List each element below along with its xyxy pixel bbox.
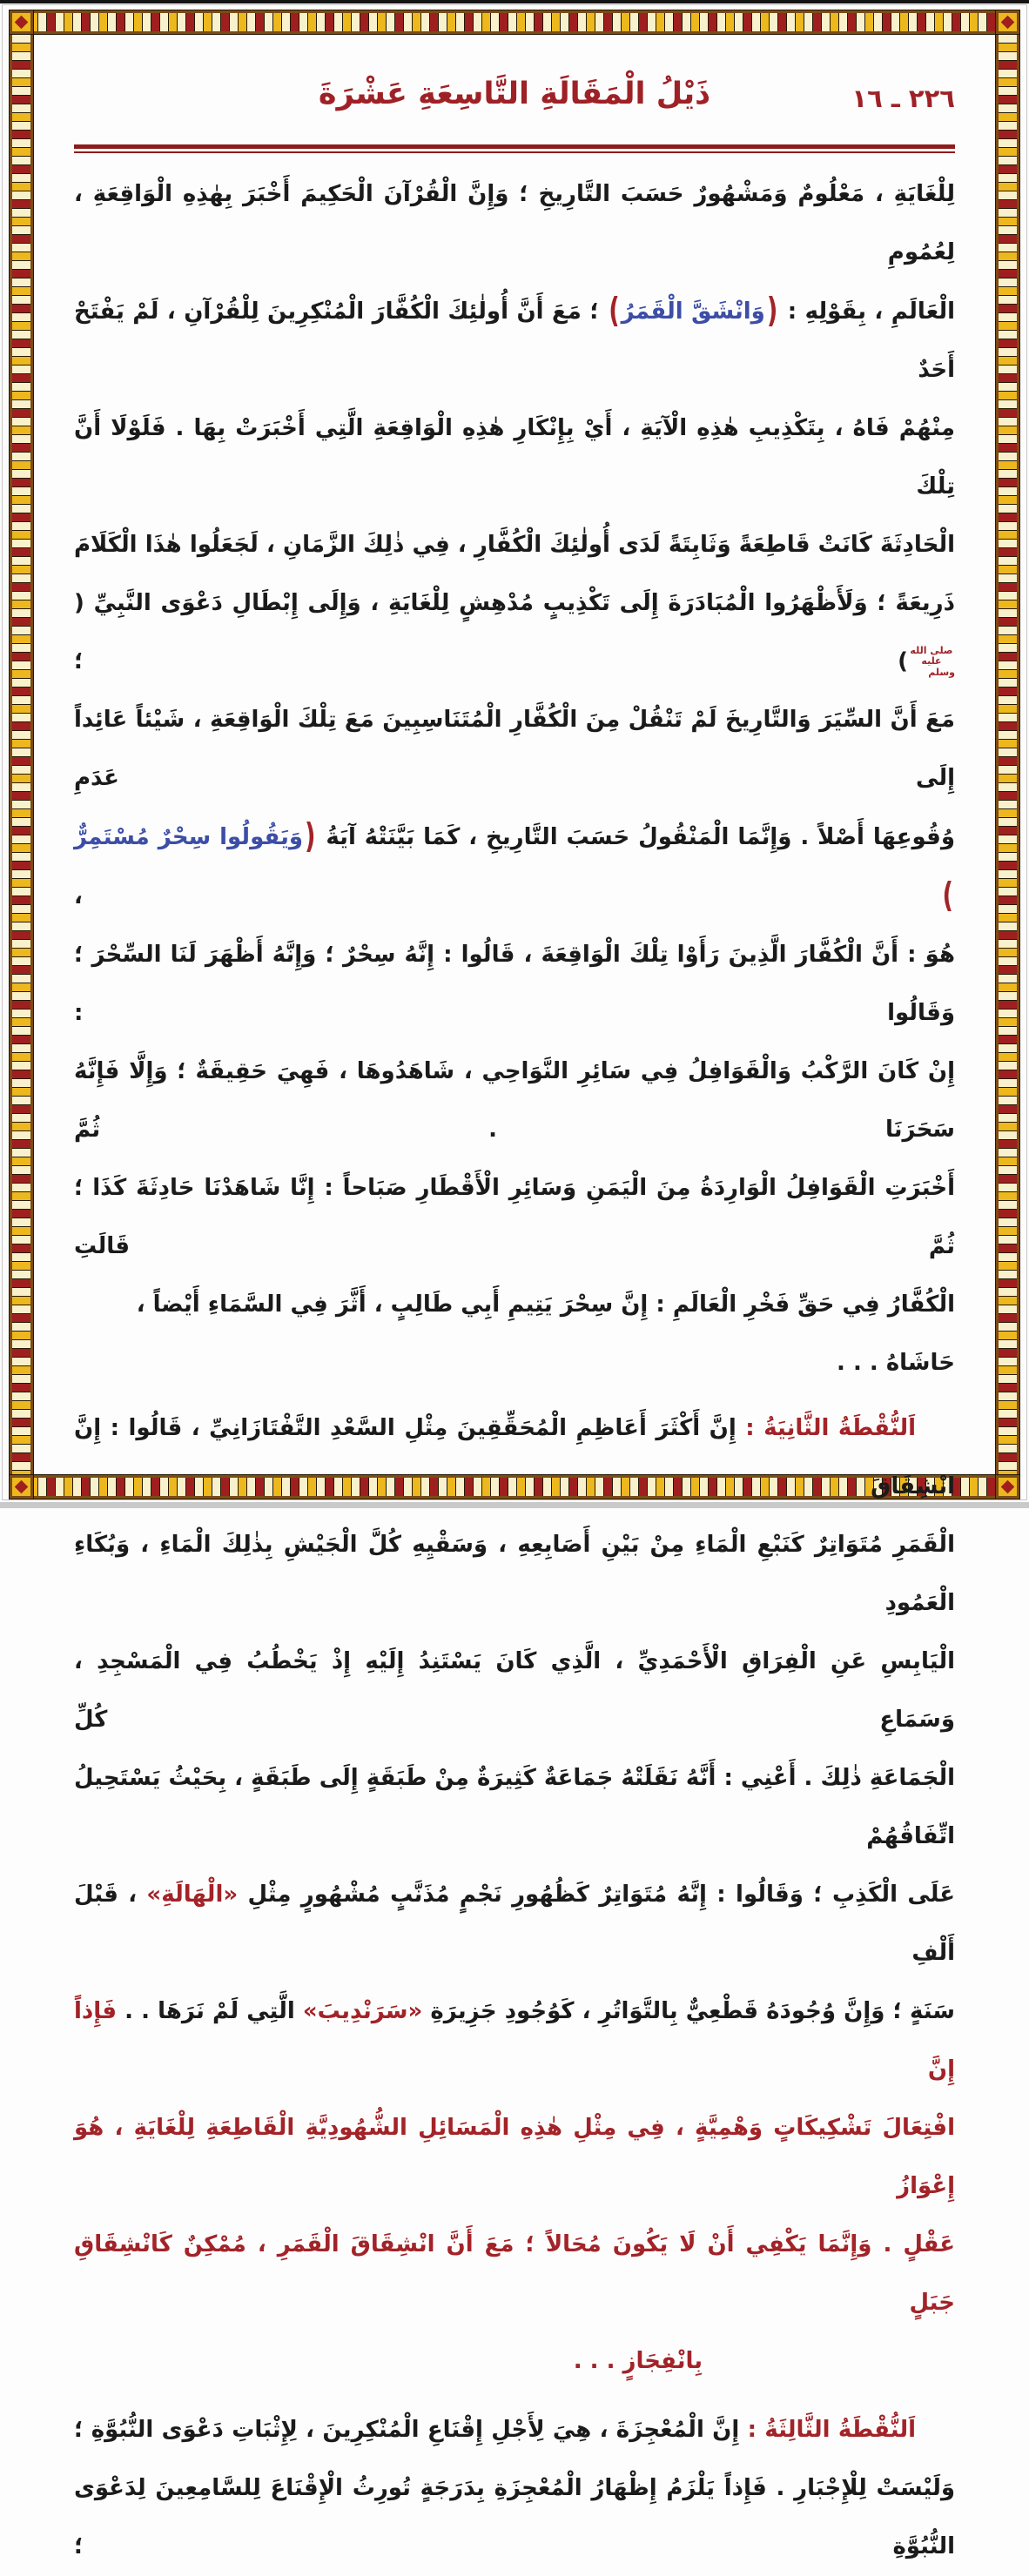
text-line: [74, 1043, 955, 1159]
border-corner-ornament: [10, 10, 33, 34]
text-line: [74, 516, 955, 574]
body-text-segment: الْيَابِسِ عَنِ الْفِرَاقِ الْأَحْمَدِيِّ ، الَّذِي كَانَ يَسْتَنِدُ إِلَيْهِ إِذْ يَخْطُبُ فِي الْمَسْجِدِ ، وَسَمَاعِ كُلِّ: [74, 1648, 955, 1733]
text-line: [74, 574, 955, 691]
quran-quote-text: وَانْشَقَّ الْقَمَرُ: [621, 299, 765, 325]
red-emphasis-text: عَقْلٍ . وَإِنَّمَا يَكْفِي أَنْ لَا يَكُونَ مُحَالاً ؛ مَعَ أَنَّ انْشِقَاقَ الْقَمَرِ ، مُمْكِنٌ كَانْشِقَاقِ جَبَلٍ: [74, 2231, 955, 2316]
body-text-segment: ذَرِيعَةً ؛ وَلَأَظْهَرُوا الْمُبَادَرَةَ إِلَى تَكْذِيبٍ مُدْهِشٍ لِلْغَايَةِ ، وَإِلَى إِبْطَالِ دَعْوَى النَّبِيِّ: [84, 590, 955, 616]
red-emphasis-text: «سَرَنْدِيبَ»: [302, 1998, 423, 2024]
page-content: [37, 38, 992, 2559]
ornamental-border-top: [10, 10, 1019, 34]
body-text-segment: ،: [74, 883, 941, 909]
text-line: [74, 2401, 955, 2459]
header-divider: [74, 144, 955, 153]
text-line: [74, 808, 955, 926]
page-header: [74, 77, 955, 132]
divider-thin-line: [74, 151, 955, 153]
text-line: [74, 2332, 955, 2391]
body-text-segment: عَلَى الْكَذِبِ ؛ وَقَالُوا : إِنَّهُ مُتَوَاتِرٌ كَظُهُورِ نَجْمٍ مُذَنَّبٍ مُشْهُورٍ مِثْلِ: [238, 1882, 956, 1908]
body-text-segment: الْحَادِثَةَ كَانَتْ قَاطِعَةً وَثَابِتَةً لَدَى أُولٰئِكَ الْكُفَّارِ ، فِي ذٰلِكَ الزَّمَانِ ، لَجَعَلُوا هٰذَا الْكَلَامَ: [74, 532, 955, 558]
text-line: [74, 399, 955, 516]
body-text-segment: الْقَمَرِ مُتَوَاتِرٌ كَنَبْعِ الْمَاءِ مِنْ بَيْنِ أَصَابِعِهِ ، وَسَقْيِهِ كُلَّ الْجَيْشِ بِذٰلِكَ الْمَاءِ ، وَبُكَاءِ الْعَمُودِ: [74, 1532, 955, 1616]
body-text-segment: الَّتِي لَمْ نَرَهَا . .: [117, 1998, 303, 2024]
page-number: ٢٢٦ ـ ١٦: [851, 84, 955, 113]
text-line: [74, 691, 955, 808]
body-text-segment: ) ؛: [74, 648, 908, 674]
body-text-segment: ؛ مَعَ أَنَّ أُولٰئِكَ الْكُفَّارَ الْمُنْكِرِينَ لِلْقُرْآنِ ، لَمْ يَفْتَحْ أَحَدٌ: [74, 299, 955, 383]
text-line: [74, 1159, 955, 1276]
page-title: ذَيْلُ الْمَقَالَةِ التَّاسِعَةِ عَشْرَةَ: [318, 77, 711, 111]
red-emphasis-text: افْتِعَالَ تَشْكِيكَاتٍ وَهْمِيَّةٍ ، فِي مِثْلِ هٰذِهِ الْمَسَائِلِ الشُّهُودِيَّةِ الْقَاطِعَةِ لِلْغَايَةِ ، هُوَ إِعْوَازُ: [74, 2115, 955, 2199]
text-line: [74, 926, 955, 1043]
red-emphasis-text: اَلنُّقْطَةُ الثَّانِيَةُ :: [736, 1415, 917, 1441]
quran-bracket: (: [305, 817, 316, 856]
red-emphasis-text: فَإِذاً إِنَّ: [74, 1998, 955, 2083]
body-text-segment: هُوَ : أَنَّ الْكُفَّارَ الَّذِينَ رَأَوْا تِلْكَ الْوَاقِعَةَ ، قَالُوا : إِنَّهُ سِحْرٌ ؛ وَإِنَّهُ أَظْهَرَ لَنَا السِّحْرَ ؛ وَقَالُوا :: [74, 942, 955, 1026]
text-line: [74, 165, 955, 282]
top-edge-strip: [0, 0, 1029, 3]
text-line: [74, 2216, 955, 2332]
body-text-segment: مَعَ أَنَّ السِّيَرَ وَالتَّارِيخَ لَمْ تَنْقُلْ مِنَ الْكُفَّارِ الْمُتَنَاسِبِينَ مَعَ تِلْكَ الْوَاقِعَةِ ، شَيْئاً عَائِداً إِلَى عَدَمِ: [74, 707, 955, 791]
text-line: [74, 1516, 955, 1633]
body-text-segment: مِنْهُمْ فَاهُ ، بِتَكْذِيبِ هٰذِهِ الْآيَةِ ، أَيْ بِإِنْكَارِ هٰذِهِ الْوَاقِعَةِ الَّتِي أَخْبَرَتْ بِهَا . فَلَوْلَا أَنَّ تِلْكَ: [74, 415, 955, 500]
quran-quote-text: وَيَقُولُوا سِحْرٌ مُسْتَمِرٌّ: [74, 824, 304, 850]
text-line: [74, 2459, 955, 2576]
text-line: [74, 1749, 955, 1866]
body-text: [74, 165, 955, 2576]
text-line: [74, 2099, 955, 2216]
text-line: [74, 1633, 955, 1749]
quran-bracket: ): [942, 876, 953, 916]
red-emphasis-text: بِانْفِجَازٍ . . .: [573, 2348, 703, 2374]
body-text-segment: لِلْغَايَةِ ، مَعْلُومٌ وَمَشْهُورٌ حَسَبَ التَّارِيخِ ؛ وَإِنَّ الْقُرْآنَ الْحَكِيمَ أَخْبَرَ بِهٰذِهِ الْوَاقِعَةِ ، لِعُمُومِ: [74, 181, 955, 265]
ornamental-border-left: [10, 10, 33, 1499]
ornamental-border-right: [996, 10, 1019, 1499]
body-text-segment: أَخْبَرَتِ الْقَوَافِلُ الْوَارِدَةُ مِنَ الْيَمَنِ وَسَائِرِ الْأَقْطَارِ صَبَاحاً : إِنَّا شَاهَدْنَا حَادِثَةَ كَذَا ؛ ثُمَّ قَالَتِ: [74, 1175, 955, 1259]
body-text-segment: وَلَيْسَتْ لِلْإِجْبَارِ . فَإِذاً يَلْزَمُ إِظْهَارُ الْمُعْجِزَةِ بِدَرَجَةٍ تُورِثُ الْإِقْنَاعَ لِلسَّامِعِينَ لِدَعْوَى النُّبُوَّةِ ؛: [74, 2475, 955, 2559]
body-text-segment: إِنْ كَانَ الرَّكْبُ وَالْقَوَافِلُ فِي سَائِرِ النَّوَاحِي ، شَاهَدُوهَا ، فَهِيَ حَقِيقَةٌ ؛ وَإِلَّا فَإِنَّهُ سَحَرَنَا . ثُمَّ: [74, 1058, 955, 1143]
red-emphasis-text: اَلنُّقْطَةُ الثَّالِثَةُ :: [739, 2417, 916, 2443]
body-text-segment: الْعَالَمِ ، بِقَوْلِهِ :: [779, 299, 956, 325]
body-text-segment: سَنَةٍ ؛ وَإِنَّ وُجُودَهُ قَطْعِيٌّ بِالتَّوَاتُرِ ، كَوُجُودِ جَزِيرَةِ: [422, 1998, 955, 2024]
body-text-segment: (: [74, 590, 84, 616]
border-corner-ornament: [10, 1475, 33, 1499]
red-emphasis-text: «الْهَالَةِ»: [146, 1882, 239, 1908]
body-text-segment: الْجَمَاعَةِ ذٰلِكَ . أَعْنِي : أَنَّهُ نَقَلَتْهُ جَمَاعَةٌ كَثِيرَةٌ مِنْ طَبَقَةٍ إِلَى طَبَقَةٍ ، بِحَيْثُ يَسْتَحِيلُ اتِّفَاقُهُمْ: [74, 1765, 955, 1849]
text-line: [74, 1982, 955, 2099]
prophet-salutation-seal: صلى الله عليه وسلم: [910, 645, 955, 678]
body-text-segment: إِنَّ أَكْثَرَ أَعَاظِمِ الْمُحَقِّقِينَ مِثْلِ السَّعْدِ التَّفْتَازَانِيِّ ، قَالُوا : إِنَّ انْشِقَاقَ: [74, 1415, 955, 1499]
quran-bracket: ): [609, 292, 620, 331]
divider-thick-line: [74, 144, 955, 149]
border-corner-ornament: [996, 1475, 1019, 1499]
quran-bracket: (: [766, 292, 778, 331]
text-line: [74, 282, 955, 399]
body-text-segment: الْكُفَّارُ فِي حَقِّ فَخْرِ الْعَالَمِ : إِنَّ سِحْرَ يَتِيمِ أَبِي طَالِبٍ ، أَثَّرَ فِي السَّمَاءِ أَيْضاً ، حَاشَاهُ . . .: [136, 1291, 955, 1376]
border-corner-ornament: [996, 10, 1019, 34]
text-line: [74, 1399, 955, 1516]
text-line: [74, 1866, 955, 1982]
text-line: [74, 1276, 955, 1392]
body-text-segment: ، قَبْلَ أَلْفِ: [74, 1882, 955, 1966]
body-text-segment: وُقُوعِهَا أَصْلاً . وَإِنَّمَا الْمَنْقُولُ حَسَبَ التَّارِيخِ ، كَمَا بَيَّنَتْهُ آيَةُ: [317, 824, 955, 850]
body-text-segment: إِنَّ الْمُعْجِزَةَ ، هِيَ لِأَجْلِ إِقْنَاعِ الْمُنْكِرِينَ ، لِإِثْبَاتِ دَعْوَى النُّبُوَّةِ ؛: [74, 2417, 740, 2443]
